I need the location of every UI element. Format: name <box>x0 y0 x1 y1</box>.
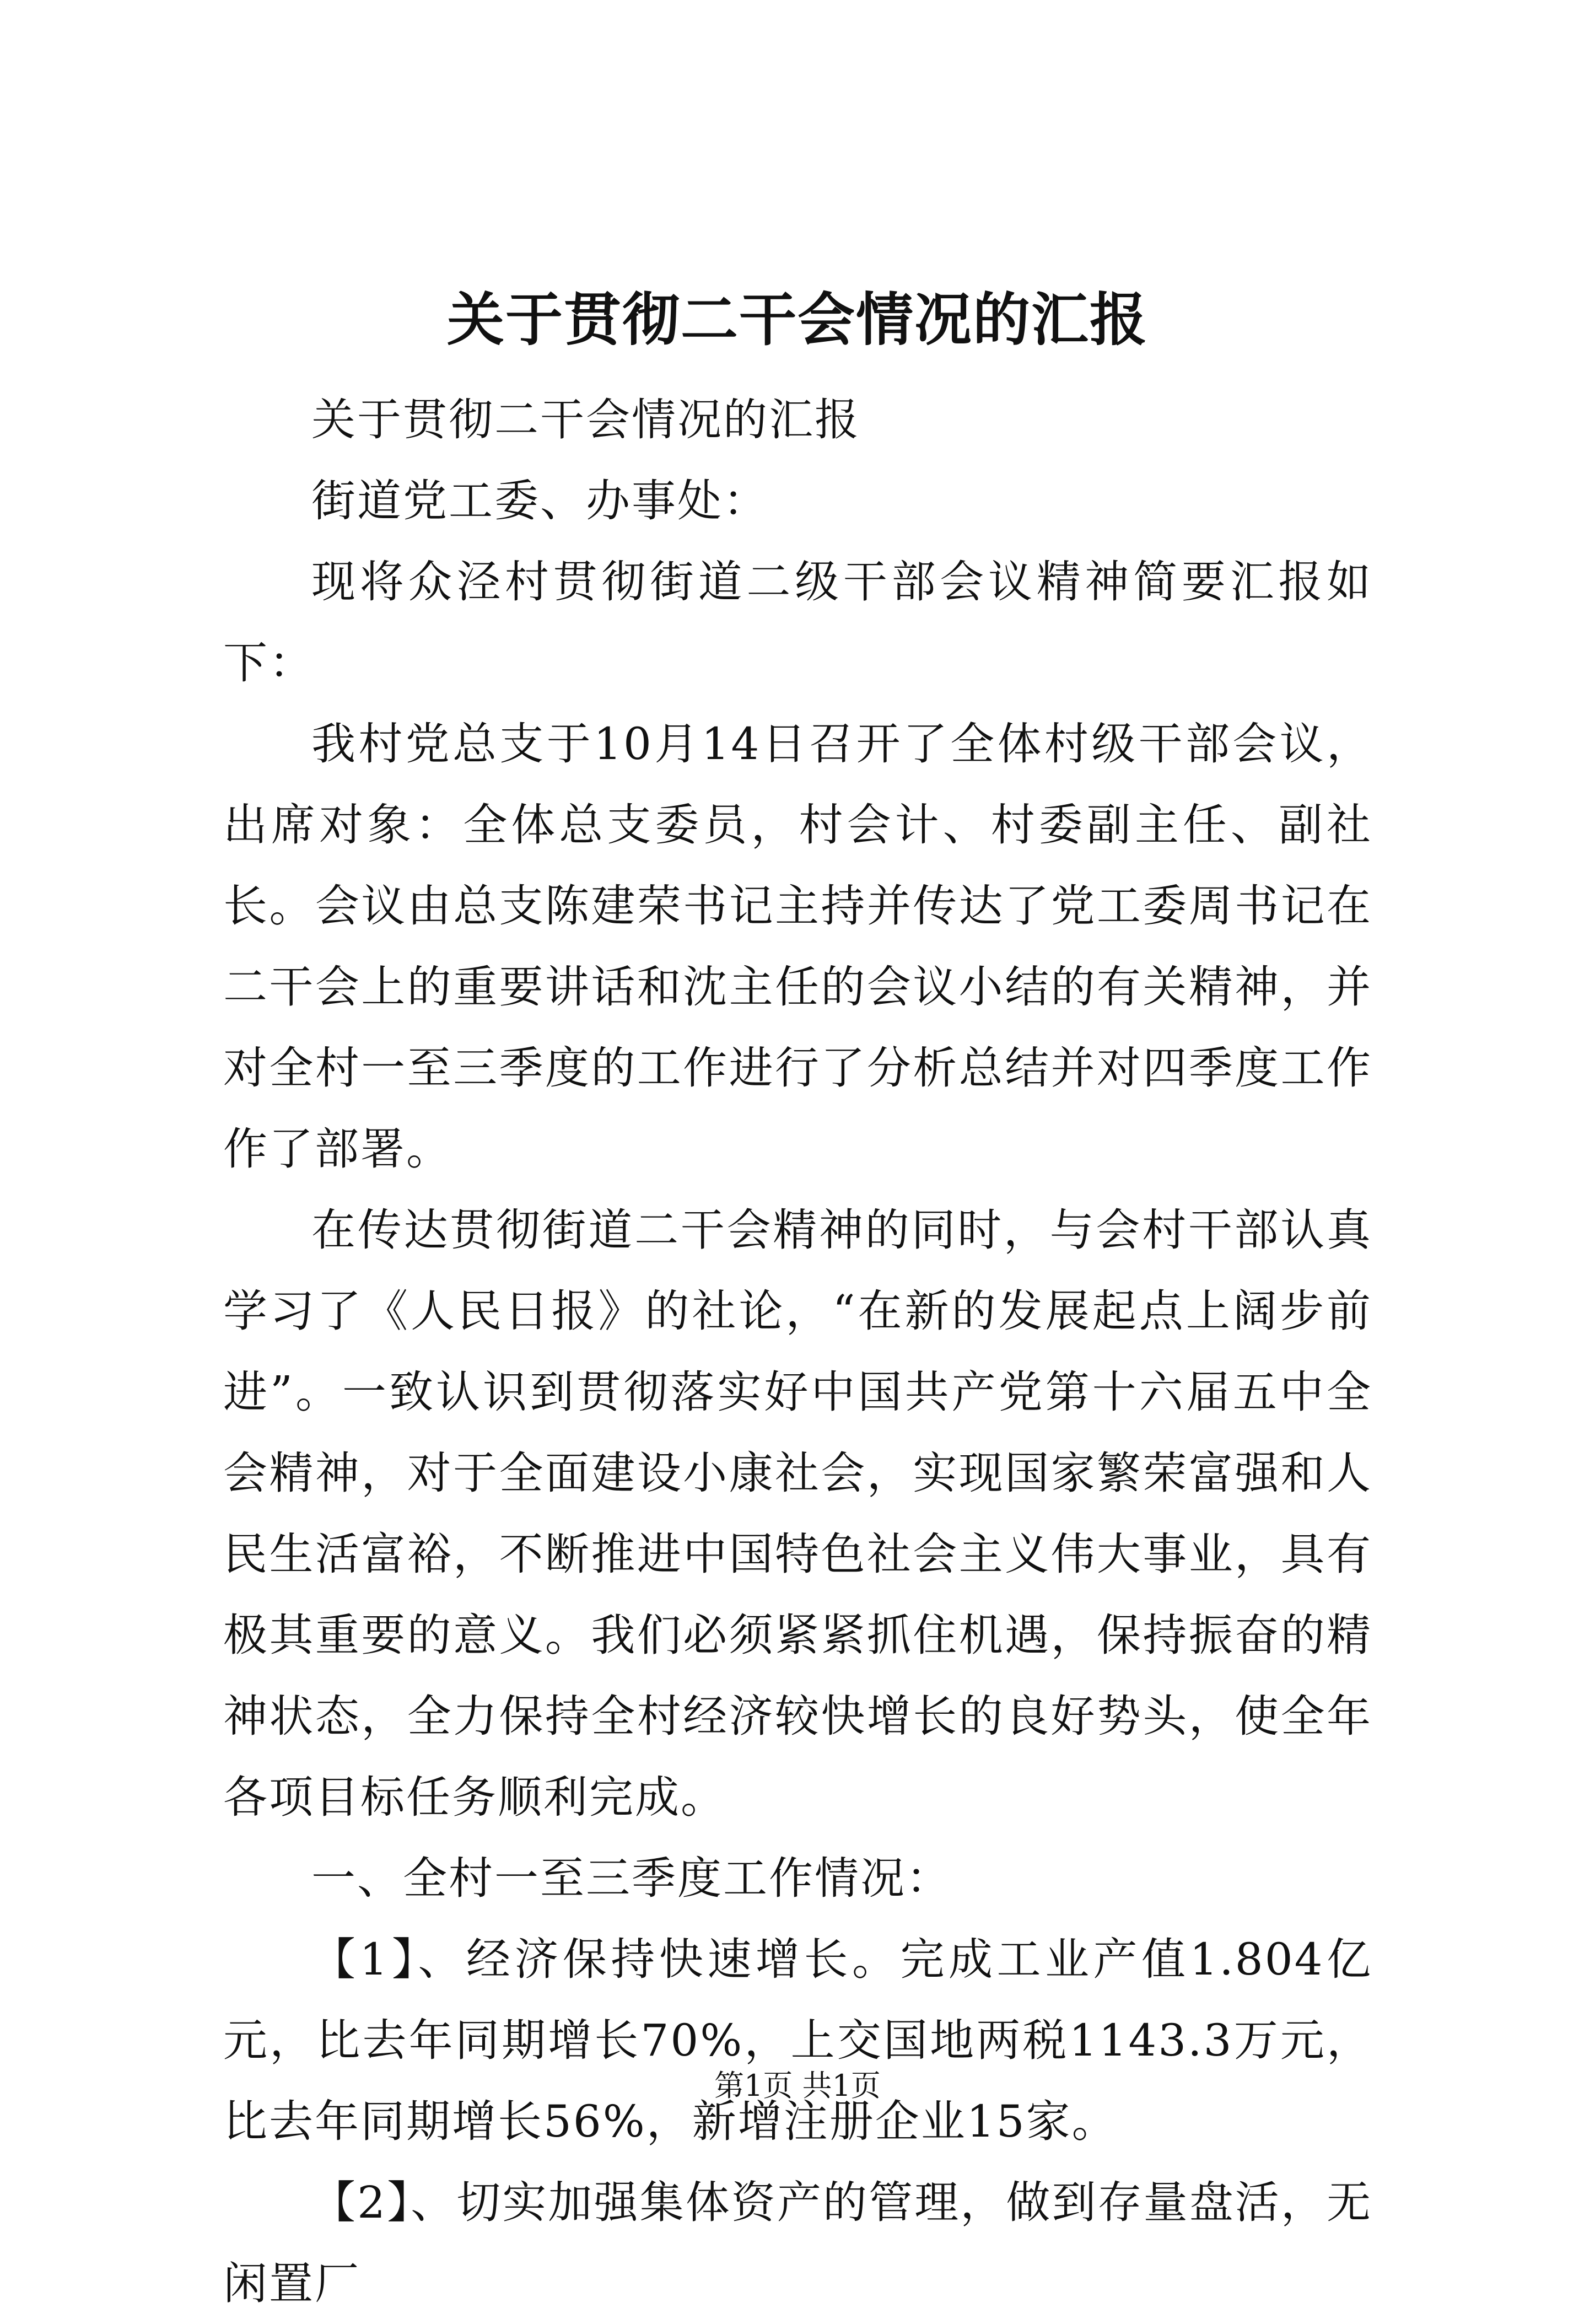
paragraph-heading-repeat: 关于贯彻二干会情况的汇报 <box>311 394 860 445</box>
paragraph-intro: 现将众泾村贯彻街道二级干部会议精神简要汇报如下： <box>223 556 1372 688</box>
paragraph-item-1: 【1】、经济保持快速增长。完成工业产值1.804亿元，比去年同期增长70%，上交国地两税1143.3万元，比去年同期增长56%，新增注册企业15家。 <box>223 1934 1372 2147</box>
paragraph-meeting: 我村党总支于10月14日召开了全体村级干部会议，出席对象：全体总支委员，村会计、村委副主任、副社长。会议由总支陈建荣书记主持并传达了党工委周书记在二干会上的重要讲话和沈主任的会议小结的有关精神，并对全村一至三季度的工作进行了分析总结并对四季度工作作了部署。 <box>223 718 1372 1175</box>
page-footer: 第1页 共1页 <box>714 2068 881 2103</box>
document-title: 关于贯彻二干会情况的汇报 <box>446 286 1148 353</box>
paragraph-item-2: 【2】、切实加强集体资产的管理，做到存量盘活，无闲置厂 <box>223 2177 1372 2309</box>
section-heading: 一、全村一至三季度工作情况： <box>311 1853 952 1904</box>
paragraph-study: 在传达贯彻街道二干会精神的同时，与会村干部认真学习了《人民日报》的社论，“在新的发展起点上阔步前进”。一致认识到贯彻落实好中国共产党第十六届五中全会精神，对于全面建设小康社会，实现国家繁荣富强和人民生活富裕，不断推进中国特色社会主义伟大事业，具有极其重要的意义。我们必须紧紧抓住机遇，保持振奋的精神状态，全力保持全村经济较快增长的良好势头，使全年各项目标任务顺利完成。 <box>223 1204 1372 1823</box>
paragraph-salutation: 街道党工委、办事处： <box>311 475 769 526</box>
document-body <box>223 379 1372 2324</box>
